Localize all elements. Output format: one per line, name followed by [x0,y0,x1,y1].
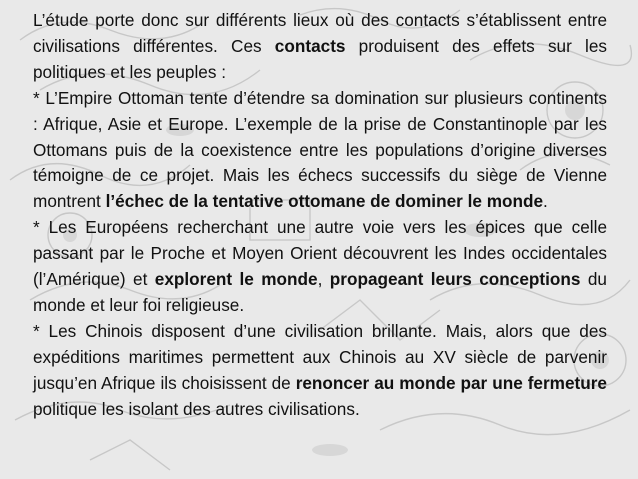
ottoman-text-2: . [543,191,548,212]
intro-paragraph [33,8,607,86]
body-text [33,8,607,423]
europeans-text-2: , [317,269,330,290]
ottoman-text: * L’Empire Ottoman tente d’étendre sa domination sur plusieurs continents : Afrique, Asie et Europe. L’exemple de la prise de Constantinople par les Ottomans puis de la coexistence entre les populations d’origine diverses témoigne de ce projet. Mais les échecs successifs du siège de Vienne montrent [33,87,607,212]
chinese-paragraph [33,319,607,423]
ottoman-bold: l’échec de la tentative ottomane de dominer le monde [105,191,544,212]
chinese-bold: renoncer au monde par une fermeture [295,372,607,393]
intro-text-2: produisent des effets sur les politiques et les peuples : [33,35,607,82]
chinese-text: * Les Chinois disposent d’une civilisation brillante. Mais, alors que des expéditions maritimes permettent aux Chinois au XV siècle de parvenir jusqu’en Afrique ils choisissent de [33,320,607,393]
intro-bold: contacts [274,35,346,56]
ottoman-paragraph [33,86,607,216]
europeans-paragraph [33,215,607,319]
intro-text: L’étude porte donc sur différents lieux où des contacts s’établissent entre civilisations différentes. Ces [33,10,607,56]
chinese-text-2: politique les isolant des autres civilisations. [33,398,360,419]
europeans-text: * Les Européens recherchant une autre voie vers les épices que celle passant par le Proche et Moyen Orient découvrent les Indes occidentales (l’Amérique) et [33,217,607,290]
europeans-bold-2: propageant leurs conceptions [329,269,581,290]
europeans-bold: explorent le monde [154,269,318,290]
europeans-text-3: du monde et leur foi religieuse. [33,269,607,315]
